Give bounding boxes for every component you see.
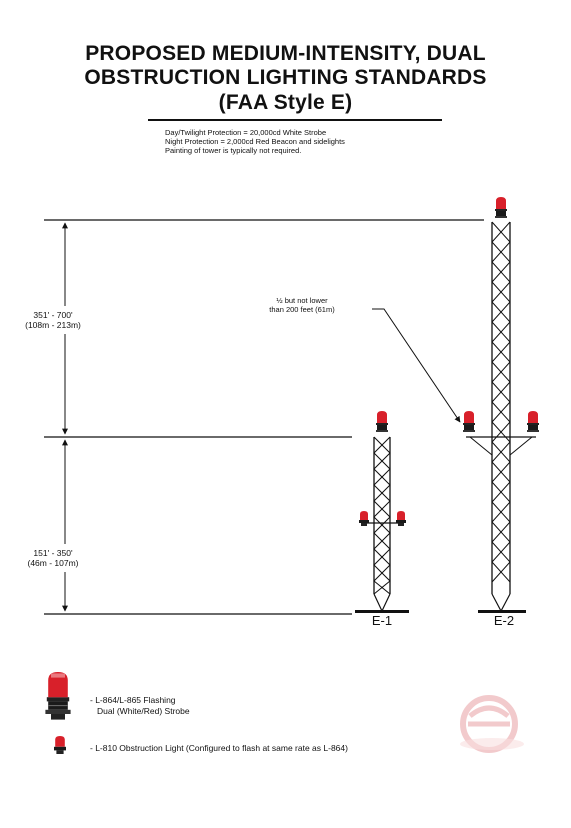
upper-range-m: (108m - 213m) — [25, 320, 81, 330]
l864-beacon-icon — [45, 672, 70, 720]
e2-right-mid-beacon-icon — [527, 411, 539, 432]
callout-line-2: than 200 feet (61m) — [269, 305, 335, 314]
lower-range-ft: 151' - 350' — [33, 548, 73, 558]
title-line-3: (FAA Style E) — [218, 91, 353, 114]
lower-range-m: (46m - 107m) — [27, 558, 79, 568]
tower-e2 — [466, 222, 536, 613]
watermark-logo-icon — [460, 698, 524, 750]
legend-l864-line2: Dual (White/Red) Strobe — [97, 706, 190, 716]
upper-range-ft: 351' - 700' — [33, 310, 73, 320]
l810-light-icon — [54, 736, 66, 754]
note-day-protection: Day/Twilight Protection = 20,000cd White Strobe — [165, 128, 327, 137]
e2-top-beacon-icon — [495, 197, 507, 218]
note-painting: Painting of tower is typically not required. — [165, 146, 302, 155]
legend-l864-line1: - L-864/L-865 Flashing — [90, 695, 176, 705]
callout-line-1: ½ but not lower — [276, 296, 328, 305]
callout-leader — [372, 309, 460, 422]
tower-label-e1: E-1 — [371, 613, 393, 628]
e1-left-sidelight-icon — [359, 511, 369, 526]
tower-label-e2: E-2 — [493, 613, 515, 628]
title-line-1: PROPOSED MEDIUM-INTENSITY, DUAL — [85, 42, 486, 65]
e2-left-mid-beacon-icon — [463, 411, 475, 432]
e1-right-sidelight-icon — [396, 511, 406, 526]
e1-top-beacon-icon — [376, 411, 388, 432]
note-night-protection: Night Protection = 2,000cd Red Beacon and sidelights — [165, 137, 345, 146]
legend-l810-text: - L-810 Obstruction Light (Configured to flash at same rate as L-864) — [90, 743, 348, 753]
title-line-2: OBSTRUCTION LIGHTING STANDARDS — [84, 66, 487, 89]
